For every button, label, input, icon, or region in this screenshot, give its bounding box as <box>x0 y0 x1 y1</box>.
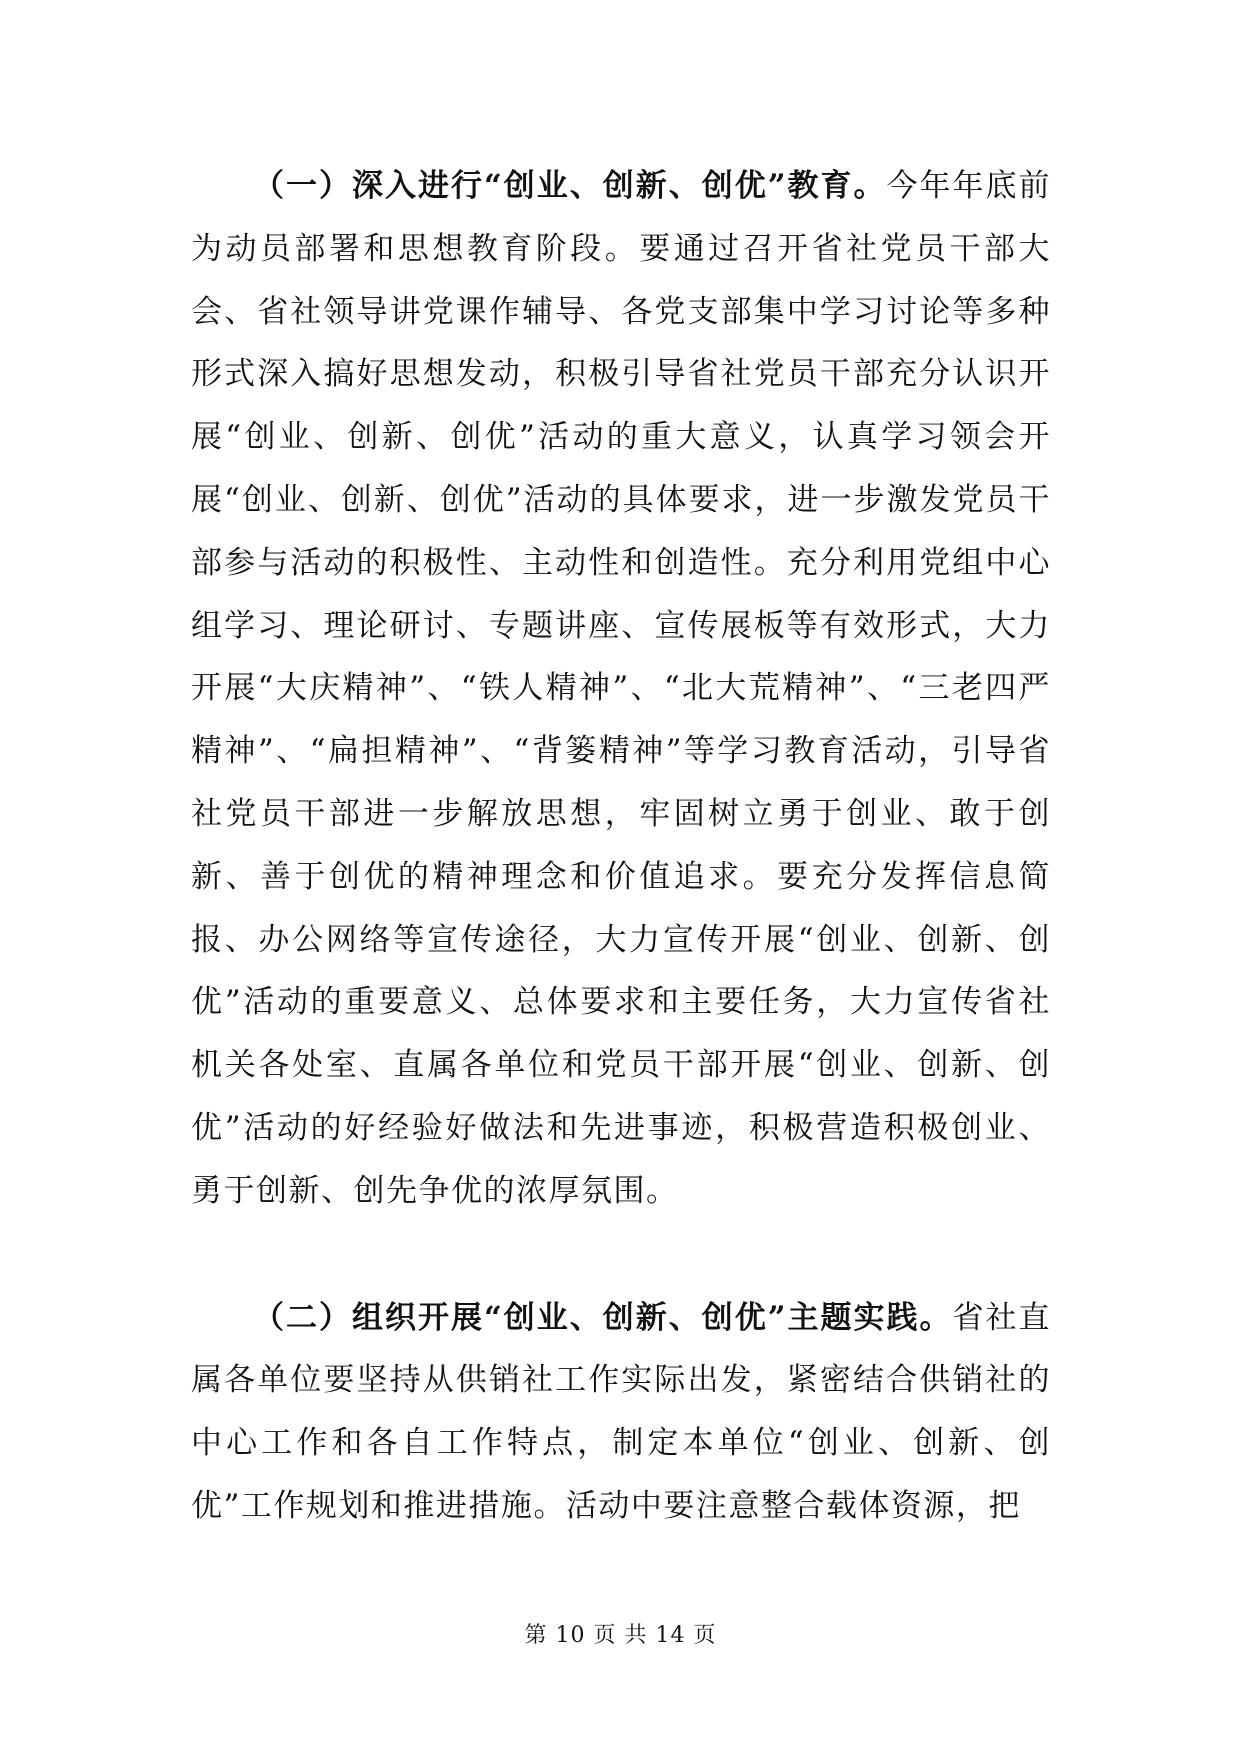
document-body <box>191 155 1051 1538</box>
paragraph-1-text: 今年年底前为动员部署和思想教育阶段。要通过召开省社党员干部大会、省社领导讲党课作辅导、各党支部集中学习讨论等多种形式深入搞好思想发动，积极引导省社党员干部充分认识开展“创业、创新、创优”活动的重大意义，认真学习领会开展“创业、创新、创优”活动的具体要求，进一步激发党员干部参与活动的积极性、主动性和创造性。充分利用党组中心组学习、理论研讨、专题讲座、宣传展板等有效形式，大力开展“大庆精神”、“铁人精神”、“北大荒精神”、“三老四严精神”、“扁担精神”、“背篓精神”等学习教育活动，引导省社党员干部进一步解放思想，牢固树立勇于创业、敢于创新、善于创优的精神理念和价值追求。要充分发挥信息简报、办公网络等宣传途径，大力宣传开展“创业、创新、创优”活动的重要意义、总体要求和主要任务，大力宣传省社机关各处室、直属各单位和党员干部开展“创业、创新、创优”活动的好经验好做法和先进事迹，积极营造积极创业、勇于创新、创先争优的浓厚氛围。 <box>191 168 1052 1209</box>
page-number-footer: 第 10 页 共 14 页 <box>524 1623 717 1648</box>
paragraph-2-heading: （二）组织开展“创业、创新、创优”主题实践。 <box>253 1299 953 1336</box>
paragraph-1 <box>191 155 1051 1223</box>
paragraph-2-text: 省社直属各单位要坚持从供销社工作实际出发，紧密结合供销社的中心工作和各自工作特点，制定本单位“创业、创新、创优”工作规划和推进措施。活动中要注意整合载体资源，把 <box>191 1299 1052 1524</box>
paragraph-2 <box>191 1287 1051 1538</box>
paragraph-1-heading: （一）深入进行“创业、创新、创优”教育。 <box>253 168 887 204</box>
